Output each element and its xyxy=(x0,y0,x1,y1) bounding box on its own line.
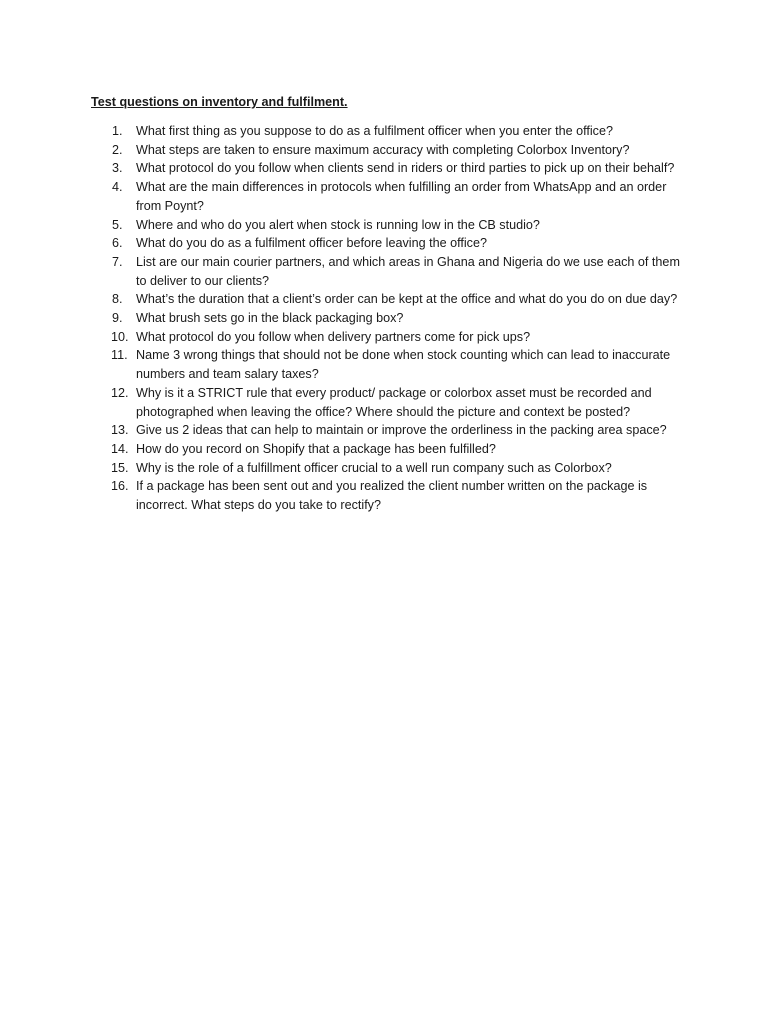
question-text: What are the main differences in protocols when fulfilling an order from WhatsApp and an order from Poynt? xyxy=(136,180,667,213)
question-text: If a package has been sent out and you realized the client number written on the package is incorrect. What steps do you take to rectify? xyxy=(136,479,648,513)
list-item xyxy=(112,253,692,290)
question-text: What protocol do you follow when delivery partners come for pick ups? xyxy=(136,329,531,344)
list-item xyxy=(111,384,692,421)
question-number: 4. xyxy=(112,180,123,195)
question-number: 16. xyxy=(111,479,129,494)
question-text: Give us 2 ideas that can help to maintain or improve the orderliness in the packing area space? xyxy=(136,423,667,438)
question-text: What first thing as you suppose to do as a fulfilment officer when you enter the office? xyxy=(136,124,613,138)
question-text: How do you record on Shopify that a package has been fulfilled? xyxy=(136,441,496,456)
page-title: Test questions on inventory and fulfilment. xyxy=(91,95,348,109)
list-item xyxy=(111,440,692,459)
list-item xyxy=(112,290,692,309)
question-text: What brush sets go in the black packaging box? xyxy=(136,311,404,326)
question-text: Why is the role of a fulfillment officer crucial to a well run company such as Colorbox? xyxy=(136,460,612,475)
list-item xyxy=(111,459,692,478)
question-text: What protocol do you follow when clients send in riders or third parties to pick up on their behalf? xyxy=(136,161,675,176)
question-list xyxy=(111,122,692,515)
question-text: Why is it a STRICT rule that every product/ package or colorbox asset must be recorded and photographed when leaving the office? Where should the picture and context be posted? xyxy=(136,385,652,419)
list-item xyxy=(112,309,692,328)
question-number: 2. xyxy=(112,142,123,157)
list-item xyxy=(112,178,692,215)
question-number: 5. xyxy=(112,217,123,232)
question-number: 11. xyxy=(111,348,128,363)
question-number: 12. xyxy=(111,385,129,400)
question-text: Where and who do you alert when stock is running low in the CB studio? xyxy=(136,217,540,232)
question-number: 6. xyxy=(112,236,123,251)
question-text: List are our main courier partners, and which areas in Ghana and Nigeria do we use each of them to deliver to our clients? xyxy=(136,254,680,288)
question-number: 9. xyxy=(112,311,123,326)
question-text: What’s the duration that a client’s order can be kept at the office and what do you do on due day? xyxy=(136,292,678,307)
question-number: 15. xyxy=(111,460,129,475)
question-number: 13. xyxy=(111,423,129,438)
question-number: 10. xyxy=(111,329,129,344)
question-number: 7. xyxy=(112,254,123,269)
question-number: 3. xyxy=(112,161,123,176)
list-item xyxy=(111,477,692,514)
question-text: Name 3 wrong things that should not be done when stock counting which can lead to inaccurate numbers and team salary taxes? xyxy=(136,348,671,382)
list-item xyxy=(112,141,692,160)
list-item xyxy=(111,421,692,440)
question-number: 8. xyxy=(112,292,123,307)
list-item xyxy=(112,216,692,235)
question-text: What steps are taken to ensure maximum accuracy with completing Colorbox Inventory? xyxy=(136,142,630,157)
question-number: 1. xyxy=(112,124,123,138)
list-item xyxy=(112,234,692,253)
question-text: What do you do as a fulfilment officer before leaving the office? xyxy=(136,236,487,251)
list-item xyxy=(112,159,692,178)
list-item xyxy=(112,122,692,141)
list-item xyxy=(111,328,692,347)
question-number: 14. xyxy=(111,441,129,456)
list-item xyxy=(111,346,692,383)
